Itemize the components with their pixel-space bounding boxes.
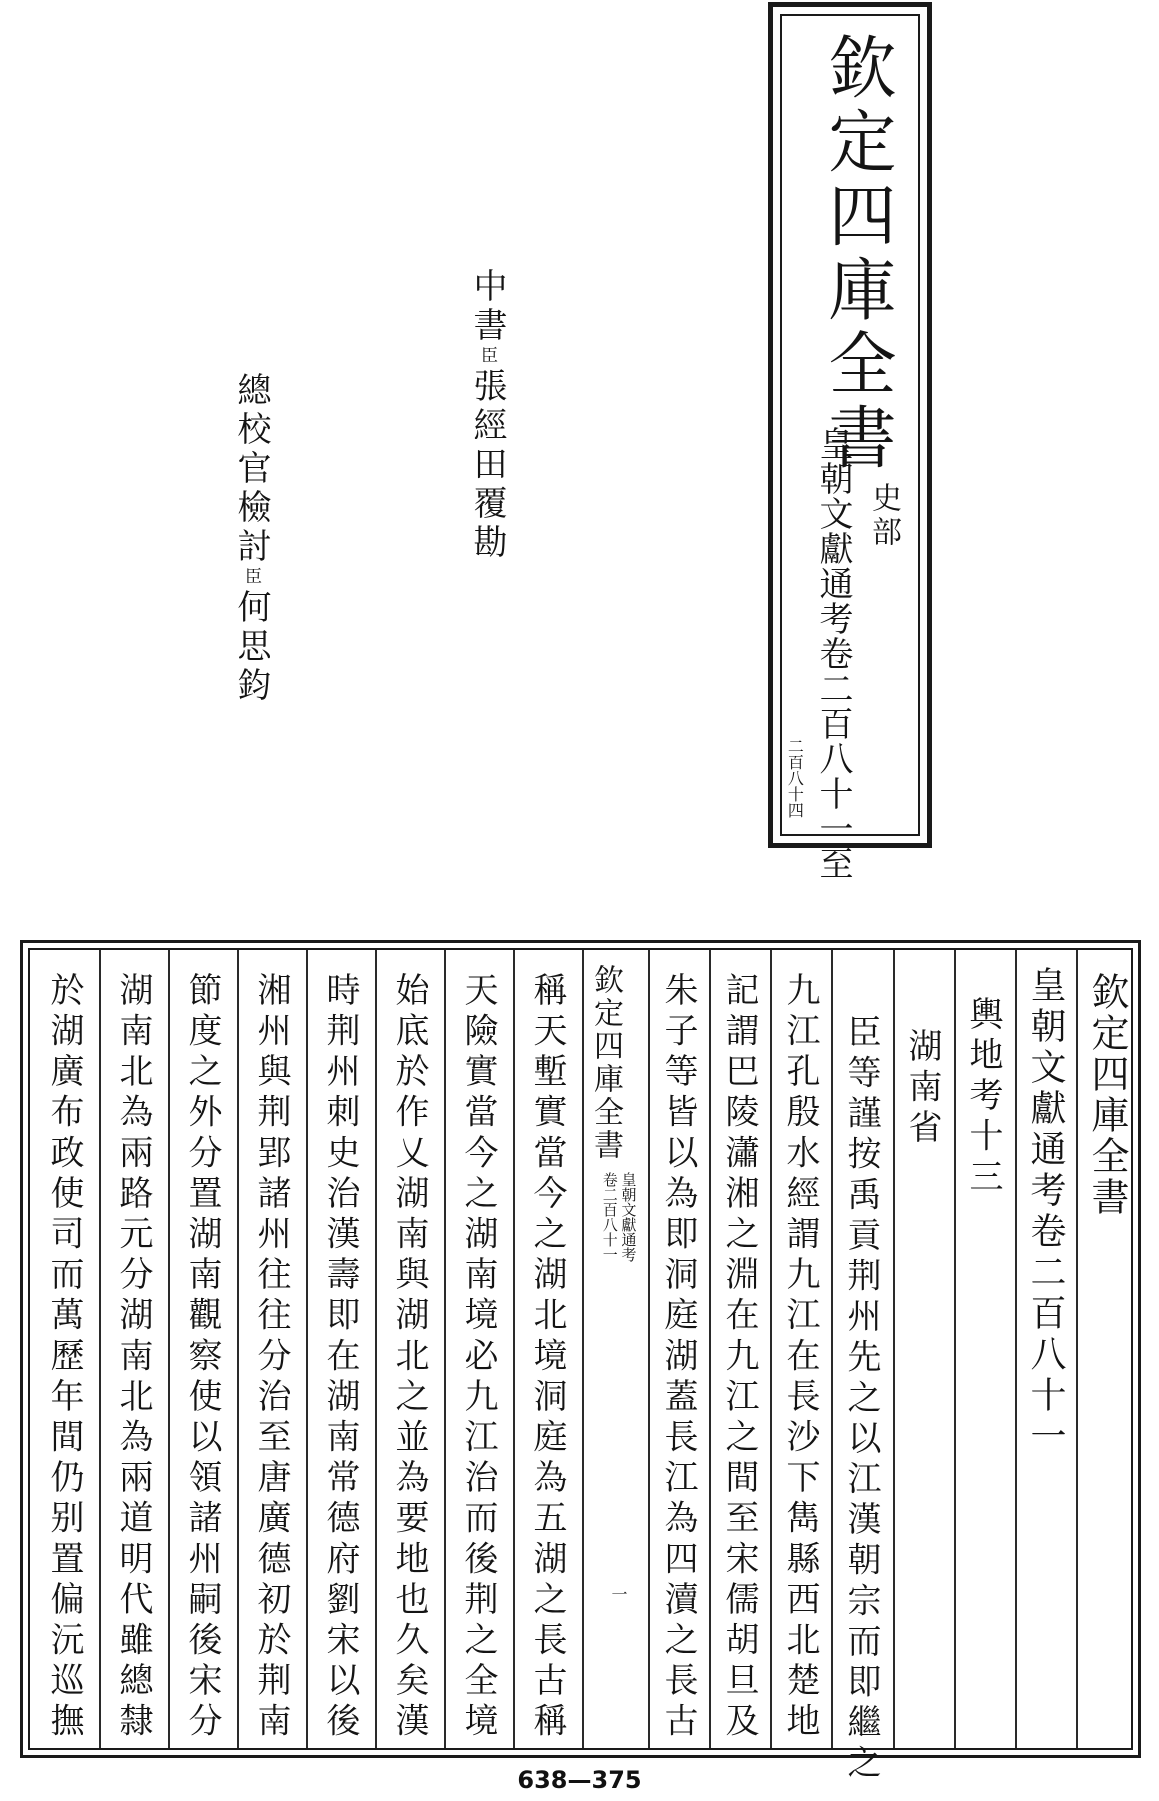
column-rule: [168, 950, 170, 1748]
text-column: 節度之外分置湖南觀察使以領諸州嗣後宋分: [182, 972, 222, 1744]
text-column: 朱子等皆以為即洞庭湖蓋長江為四瀆之長古: [658, 972, 698, 1744]
title-slip-inner-border: [780, 14, 920, 881]
collection-title: 欽定四庫全書: [817, 32, 896, 476]
column-rule: [770, 950, 772, 1748]
text-column: 湘州與荆郢諸州往往分治至唐廣德初於荆南: [251, 972, 291, 1744]
column-rule: [1076, 950, 1078, 1748]
proofreader-name: 何思鈞: [231, 589, 271, 706]
section-title: 輿地考十三: [963, 996, 1003, 1199]
text-column: 時荆州刺史治漢壽即在湖南常德府劉宋以後: [320, 972, 360, 1744]
province-heading: 湖南省: [902, 1028, 942, 1150]
volume-range: 二百八十四: [785, 738, 805, 818]
column-rule: [375, 950, 377, 1748]
column-rule: [709, 950, 711, 1748]
column-rule: [893, 950, 895, 1748]
center-strip-title: 欽定四庫全書: [588, 964, 623, 1162]
text-column: 臣等謹按禹貢荆州先之以江漢朝宗而即繼之: [841, 1014, 881, 1786]
column-rule: [648, 950, 650, 1748]
book-title: 皇朝文獻通考卷二百八十一至: [813, 426, 853, 881]
title-slip: [768, 2, 932, 881]
proofreader-chen: 臣: [241, 567, 261, 589]
proofreader-chen: 臣: [477, 346, 497, 368]
column-rule: [513, 950, 515, 1748]
center-strip-book: [600, 1172, 638, 1262]
proofreader-title: 總校官檢討: [231, 372, 271, 567]
proofreader-credit: [467, 268, 507, 563]
text-column: 始底於作乂湖南與湖北之並為要地也久矣漢: [389, 972, 429, 1744]
section-label: 史部: [866, 482, 901, 550]
column-rule: [1015, 950, 1017, 1748]
chief-proofreader-credit: [231, 372, 271, 706]
column-rule: [954, 950, 956, 1748]
chapter-title: 皇朝文獻通考卷二百八十一: [1025, 966, 1066, 1458]
page-number: 638—375: [517, 1766, 642, 1794]
center-strip-leaf-number: 一: [609, 1586, 628, 1602]
page-header-title: 欽定四庫全書: [1085, 972, 1129, 1218]
center-strip-book-line: 皇朝文獻通考: [619, 1172, 638, 1262]
center-strip-volume-line: 卷二百八十一: [600, 1172, 619, 1262]
text-column: 湖南北為兩路元分湖南北為兩道明代雖總隸: [113, 972, 153, 1744]
proofreader-title: 中書: [467, 268, 507, 346]
column-rule: [237, 950, 239, 1748]
text-column: 記謂巴陵瀟湘之淵在九江之間至宋儒胡旦及: [719, 972, 759, 1744]
proofreader-name: 張經田覆勘: [467, 368, 507, 563]
column-rule: [306, 950, 308, 1748]
column-rule: [444, 950, 446, 1748]
column-rule: [831, 950, 833, 1748]
text-column: 天險實當今之湖南境必九江治而後荆之全境: [458, 972, 498, 1744]
text-column: 於湖廣布政使司而萬歷年間仍别置偏沅巡撫: [44, 972, 84, 1744]
text-column: 九江孔殷水經謂九江在長沙下雋縣西北楚地: [780, 972, 820, 1744]
center-strip: [582, 950, 648, 1748]
text-column: 稱天塹實當今之湖北境洞庭為五湖之長古稱: [527, 972, 567, 1744]
column-rule: [99, 950, 101, 1748]
